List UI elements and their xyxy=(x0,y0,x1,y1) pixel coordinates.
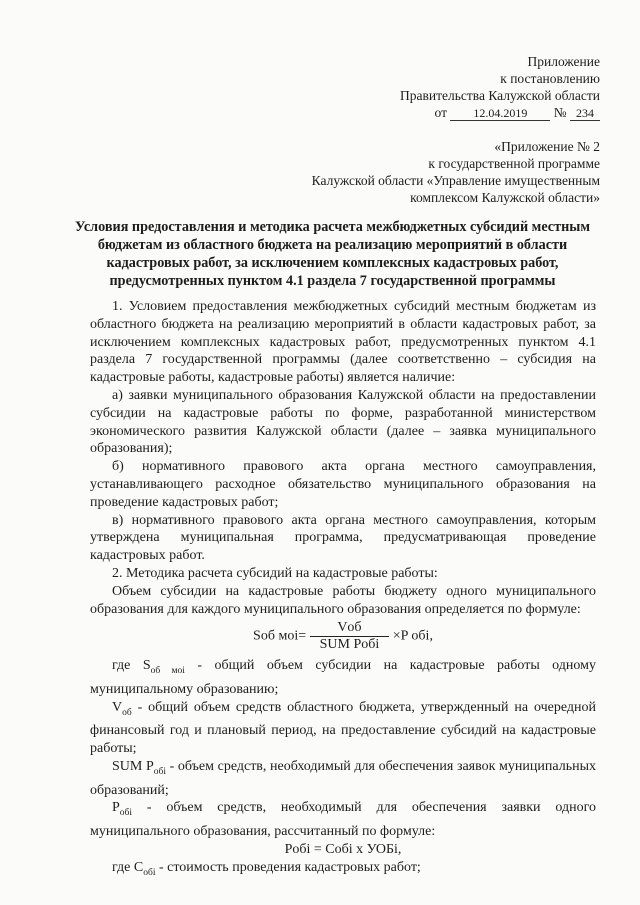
header-line-1: Приложение xyxy=(527,54,600,69)
def-p-symbol: P xyxy=(112,800,120,816)
paragraph-a: а) заявки муниципального образования Калужской области на предоставлении субсидии на кадастровые работы по форме, разработанной министерством экономического развития Калужской области (далее – заявка муниципального образования); xyxy=(90,387,596,457)
formula-left: Sоб моi= xyxy=(253,629,307,645)
header-line-2: к постановлению xyxy=(500,71,600,86)
from-label: от xyxy=(434,105,447,120)
date-field: 12.04.2019 xyxy=(450,107,550,121)
formula-subsidy xyxy=(90,620,596,653)
def-s-symbol: S xyxy=(142,658,151,674)
def-p-sub: обi xyxy=(119,808,133,819)
number-field: 234 xyxy=(570,107,600,121)
formula-p: Pобi = Cобi x УОБi, xyxy=(284,841,402,857)
appendix-line-2: к государственной программе xyxy=(428,156,600,171)
def-p-text: - объем средств, необходимый для обеспечения заявки одного муниципального образования, рассчитанный по формуле: xyxy=(90,800,596,839)
definition-p xyxy=(90,799,596,840)
def-s-text: - общий объем субсидии на кадастровые работы одному муниципальному образованию; xyxy=(90,658,596,697)
definition-v xyxy=(90,699,596,758)
number-label: № xyxy=(553,105,567,120)
paragraph-1: 1. Условием предоставления межбюджетных субсидий местным бюджетам из областного бюджета на реализацию мероприятий в области кадастровых работ, за исключением комплексных кадастровых работ, предусмотренных пунктом 4.1 раздела 7 государственной программы (далее соответственно – субсидия на кадастровые работы, кадастровые работы) является наличие: xyxy=(90,299,596,386)
definition-c xyxy=(90,859,596,883)
def-sum-sub: обi xyxy=(153,766,166,777)
formula-numerator: Vоб xyxy=(310,620,390,637)
document-body xyxy=(90,298,596,882)
paragraph-2: 2. Методика расчета субсидий на кадастровые работы: xyxy=(112,565,438,581)
formula-fraction xyxy=(310,620,390,653)
paragraph-c: в) нормативного правового акта органа местного самоуправления, которым утверждена муниципальная программа, предусматривающая проведение кадастровых работ. xyxy=(90,512,596,564)
header-date-line xyxy=(435,105,601,121)
paragraph-b: б) нормативного правового акта органа местного самоуправления, устанавливающего расходное обязательство муниципального образования на проведение кадастровых работ; xyxy=(90,459,596,510)
formula-right: ×P обi, xyxy=(392,629,433,645)
definition-sum xyxy=(90,758,596,799)
title-line-2: бюджетам из областного бюджета на реализацию мероприятий в области xyxy=(97,237,568,253)
def-v-sub: об xyxy=(122,707,132,718)
definition-s: где $S_{об моi}$ - общий объем субсидии на кадастровые работы одному муниципальному образованию; xyxy=(90,658,596,697)
def-v-symbol: V xyxy=(112,699,123,715)
appendix-line-4: комплексом Калужской области» xyxy=(410,190,600,205)
def-c-text: - стоимость проведения кадастровых работ; xyxy=(155,859,421,875)
header-line-3: Правительства Калужской области xyxy=(399,88,600,103)
def-sum-symbol: SUM P xyxy=(112,758,154,774)
document-title xyxy=(70,218,595,290)
def-c-prefix: где C xyxy=(112,859,144,875)
def-c-sub: обi xyxy=(143,867,156,878)
appendix-line-3: Калужской области «Управление имущественным xyxy=(311,173,600,188)
def-sum-text: - объем средств, необходимый для обеспечения заявок муниципальных образований; xyxy=(90,758,596,798)
title-line-3: кадастровых работ, за исключением комплексных кадастровых работ, xyxy=(106,255,559,271)
def-v-text: - общий объем средств областного бюджета, утвержденный на очередной финансовый год и плановый период, на предоставление субсидий на кадастровые работы; xyxy=(90,699,596,757)
appendix-line-1: «Приложение № 2 xyxy=(494,139,600,154)
def-s-sub: об моi xyxy=(150,666,185,677)
paragraph-3: Объем субсидии на кадастровые работы бюджету одного муниципального образования для каждого муниципального образования определяется по формуле: xyxy=(90,583,596,617)
title-line-4: предусмотренных пунктом 4.1 раздела 7 государственной программы xyxy=(109,273,556,289)
title-line-1: Условия предоставления и методика расчета межбюджетных субсидий местным xyxy=(75,219,590,235)
formula-denominator: SUM Pобi xyxy=(319,637,380,653)
